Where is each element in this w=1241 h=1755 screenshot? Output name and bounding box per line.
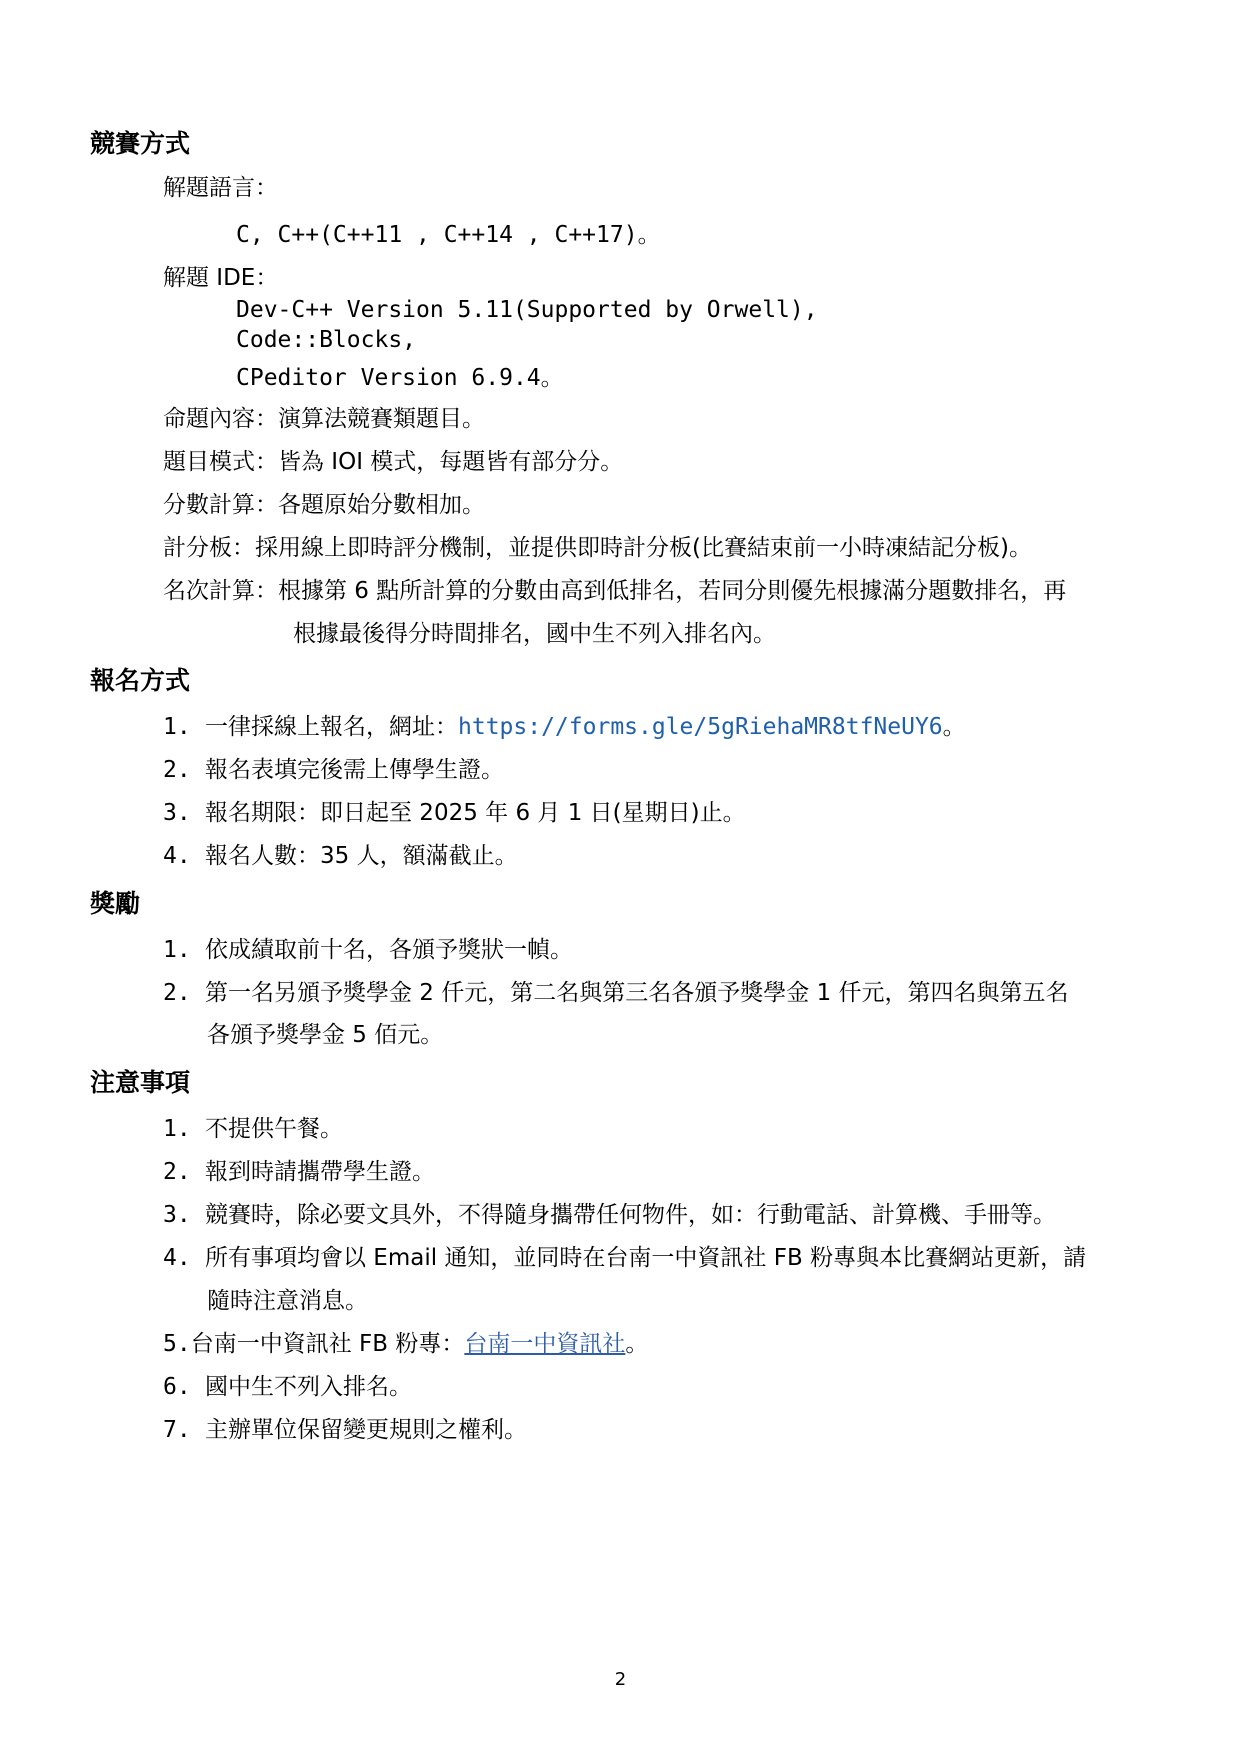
- note-item: [163, 1371, 412, 1403]
- note-item-text: 所有事項均會以 Email 通知，並同時在台南一中資訊社 FB 粉專與本比賽網站更新，請: [205, 1245, 1087, 1271]
- registration-item: [163, 754, 504, 786]
- registration-item-text: 報名人數：35 人，額滿截止。: [205, 843, 518, 869]
- section-title-notes: 注意事項: [90, 1068, 191, 1097]
- note-item-text: 台南一中資訊社 FB 粉專：: [190, 1331, 465, 1357]
- ranking-line-2: 根據最後得分時間排名，國中生不列入排名內。: [293, 621, 776, 647]
- award-item-continuation: 各頒予獎學金 5 佰元。: [207, 1022, 444, 1048]
- note-item-suffix: 。: [625, 1331, 649, 1357]
- page-number: 2: [614, 1669, 627, 1690]
- registration-item: [163, 711, 966, 743]
- note-item-text: 報到時請攜帶學生證。: [205, 1159, 435, 1185]
- note-item-text: 國中生不列入排名。: [205, 1374, 412, 1400]
- ranking-line-1: 名次計算：根據第 6 點所計算的分數由高到低排名，若同分則優先根據滿分題數排名，再: [163, 578, 1067, 604]
- note-item: [163, 1242, 1086, 1274]
- section-title-registration: 報名方式: [90, 666, 191, 695]
- ide-line-cpeditor: CPeditor Version 6.9.4。: [236, 365, 564, 391]
- registration-item-suffix: 。: [942, 714, 966, 740]
- list-number: 1.: [163, 937, 191, 963]
- note-item-text: 不提供午餐。: [205, 1116, 343, 1142]
- registration-item-text: 一律採線上報名，網址：: [205, 714, 458, 740]
- note-item-text: 主辦單位保留變更規則之權利。: [205, 1417, 527, 1443]
- list-number: 4.: [163, 1245, 191, 1271]
- list-number: 7.: [163, 1417, 191, 1443]
- score-calculation: 分數計算：各題原始分數相加。: [163, 492, 485, 518]
- list-number: 3.: [163, 800, 191, 826]
- language-value: C, C++(C++11 , C++14 , C++17)。: [236, 222, 661, 248]
- list-number: 2.: [163, 1159, 191, 1185]
- ide-line-devcpp: Dev-C++ Version 5.11(Supported by Orwell),: [236, 297, 818, 323]
- scoreboard-info: 計分板：採用線上即時評分機制，並提供即時計分板(比賽結束前一小時凍結記分板)。: [163, 535, 1032, 561]
- list-number: 6.: [163, 1374, 191, 1400]
- list-number: 2.: [163, 980, 191, 1006]
- registration-item: [163, 840, 518, 872]
- list-number: 1.: [163, 714, 191, 740]
- note-item: [163, 1156, 435, 1188]
- registration-item-text: 報名表填完後需上傳學生證。: [205, 757, 504, 783]
- note-item: [163, 1328, 648, 1360]
- list-number: 3.: [163, 1202, 191, 1228]
- note-item: [163, 1113, 343, 1145]
- list-number: 5.: [163, 1331, 191, 1357]
- ide-line-codeblocks: Code::Blocks,: [236, 327, 417, 353]
- award-item-text: 依成績取前十名，各頒予獎狀一幀。: [205, 937, 573, 963]
- award-item: [163, 934, 573, 966]
- registration-form-link[interactable]: https://forms.gle/5gRiehaMR8tfNeUY6: [458, 714, 943, 740]
- ide-label: 解題 IDE：: [163, 265, 279, 291]
- problem-content: 命題內容：演算法競賽類題目。: [163, 406, 485, 432]
- problem-mode: 題目模式：皆為 IOI 模式，每題皆有部分分。: [163, 449, 624, 475]
- award-item-text: 第一名另頒予獎學金 2 仟元，第二名與第三名各頒予獎學金 1 仟元，第四名與第五名: [205, 980, 1069, 1006]
- note-item-continuation: 隨時注意消息。: [207, 1288, 368, 1314]
- note-item-text: 競賽時，除必要文具外，不得隨身攜帶任何物件，如：行動電話、計算機、手冊等。: [205, 1202, 1056, 1228]
- list-number: 4.: [163, 843, 191, 869]
- fb-page-link[interactable]: 台南一中資訊社: [464, 1331, 626, 1357]
- registration-item-text: 報名期限：即日起至 2025 年 6 月 1 日(星期日)止。: [205, 800, 746, 826]
- note-item: [163, 1414, 527, 1446]
- registration-item: [163, 797, 746, 829]
- section-title-awards: 獎勵: [90, 889, 141, 918]
- list-number: 1.: [163, 1116, 191, 1142]
- section-title-competition: 競賽方式: [90, 129, 191, 158]
- award-item: [163, 977, 1069, 1009]
- language-label: 解題語言：: [163, 175, 278, 201]
- note-item: [163, 1199, 1056, 1231]
- list-number: 2.: [163, 757, 191, 783]
